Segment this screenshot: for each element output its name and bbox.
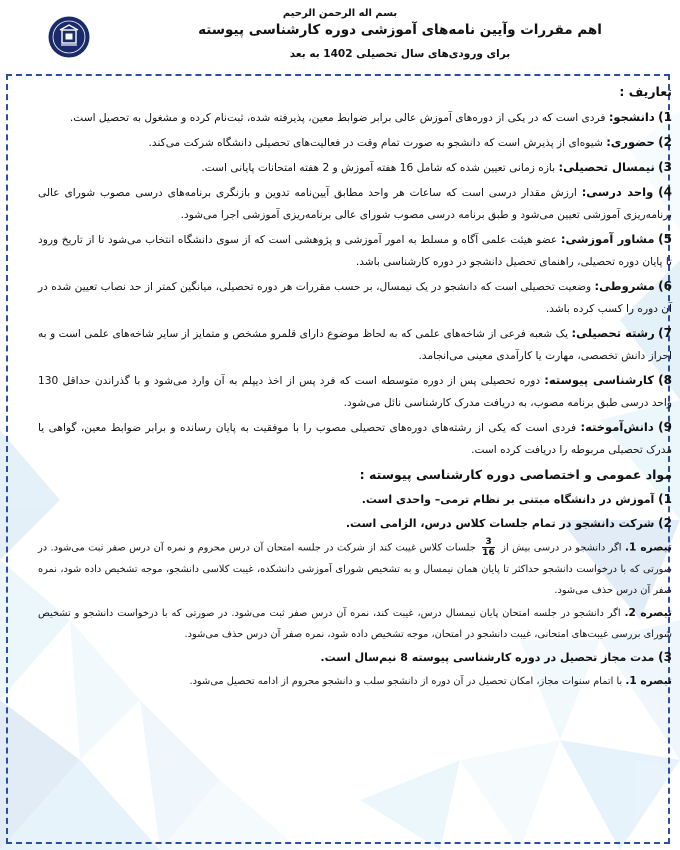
document-title: اهم مقررات وآیین نامه‌های آموزشی دوره کارشناسی پیوسته — [198, 22, 602, 38]
rule-item: 2) شرکت دانشجو در تمام جلسات کلاس درس، الزامی است. — [345, 516, 672, 530]
document-subtitle: برای ورودی‌های سال تحصیلی 1402 به بعد — [289, 48, 511, 60]
fraction: $\frac{3}{16}$ — [482, 537, 495, 558]
general-rules-heading: مواد عمومی و اختصاصی دوره کارشناسی پیوسته : — [359, 467, 672, 482]
basmala: بسم اله الرحمن الرحیم — [282, 8, 398, 19]
document-body — [38, 82, 672, 842]
university-logo-icon — [48, 16, 90, 58]
note-item: تبصره 1. اگر دانشجو در درسی بیش از $\frac{3}{16}$ جلسات کلاس غیبت کند از شرکت در جلسه امتحان آن درس محروم و نمره آن درس صفر ثبت می‌شود. در صورتی که با درخواست دانشجو حداکثر تا پایان همان نیمسال و به تشخیص شورای آموزشی دانشکده، غیبت کلاسی دانشجو، موجه تشخیص داده شود، نمره صفر آن درس حذف می‌شود. — [38, 537, 672, 596]
definition-item: 6) مشروطی: وضعیت تحصیلی است که دانشجو در یک نیمسال، بر حسب مقررات هر دوره تحصیلی، میانگین کمتر از حد نصاب تعیین شده در آن دوره را کسب کرده باشد. — [38, 279, 673, 315]
definition-item: 7) رشته تحصیلی: یک شعبه فرعی از شاخه‌های علمی که به لحاظ موضوع دارای قلمرو مشخص و متمایز از سایر شاخه‌های علمی است و به احراز دانش تخصصی، مهارت یا کارآمدی معینی می‌انجامد. — [38, 326, 672, 362]
definition-item: 9) دانش‌آموخته: فردی است که یکی از رشته‌های دوره‌های تحصیلی مصوب را با موفقیت به پایان رسانده و برابر ضوابط معین، گواهی یا مدرک تحصیلی مربوطه را دریافت کرده است. — [38, 420, 672, 456]
document-header — [0, 0, 680, 75]
definition-item: 3) نیمسال تحصیلی: بازه زمانی تعیین شده که شامل 16 هفته آموزش و 2 هفته امتحانات پایانی است. — [201, 160, 672, 174]
note-item: تبصره 2. اگر دانشجو در جلسه امتحان پایان نیمسال درس، غیبت کند، نمره آن درس صفر ثبت می‌شود. در صورتی که با درخواست دانشجو و تشخیص شورای بررسی غیبت‌های امتحانی، غیبت دانشجو در امتحان، موجه تشخیص داده شود، نمره صفر آن درس حذف می‌شود. — [38, 606, 672, 640]
definition-item: 1) دانشجو: فردی است که در یکی از دوره‌های آموزش عالی برابر ضوابط معین، پذیرفته شده، ثبت‌نام کرده و مشغول به تحصیل است. — [69, 110, 672, 124]
rule-item: 1) آموزش در دانشگاه مبتنی بر نظام ترمی– واحدی است. — [361, 492, 672, 506]
note-item: تبصره 1. با اتمام سنوات مجاز، امکان تحصیل در آن دوره از دانشجو سلب و دانشجو محروم از ادامه تحصیل می‌شود. — [189, 674, 672, 687]
definition-item: 2) حضوری: شیوه‌ای از پذیرش است که دانشجو به صورت تمام وقت در فعالیت‌های تحصیلی دانشگاه شرکت می‌کند. — [148, 135, 672, 149]
definition-item: 8) کارشناسی پیوسته: دوره تحصیلی پس از دوره متوسطه است که فرد پس از اخذ دیپلم به آن وارد می‌شود و با گذراندن حداقل 130 واحد درسی طبق برنامه مصوب، به دریافت مدرک کارشناسی نائل می‌شود. — [38, 373, 672, 409]
definition-item: 5) مشاور آموزشی: عضو هیئت علمی آگاه و مسلط به امور آموزشی و پژوهشی است که از سوی دانشگاه انتخاب می‌شود تا از تاریخ ورود تا پایان دوره تحصیلی، راهنمای تحصیل دانشجو در دوره کارشناسی باشد. — [38, 232, 672, 268]
definition-item: 4) واحد درسی: ارزش مقدار درسی است که ساعات هر واحد مطابق آیین‌نامه تدوین و بازنگری برنامه‌های درسی مصوب شورای عالی برنامه‌ریزی آموزشی تعیین می‌شود و طبق برنامه درسی مصوب شورای عالی برنامه‌ریزی آموزشی اجرا می‌شود. — [38, 185, 672, 221]
definitions-heading: تعاریف : — [619, 84, 672, 99]
rule-item: 3) مدت مجاز تحصیل در دوره کارشناسی پیوسته 8 نیم‌سال است. — [320, 649, 672, 664]
